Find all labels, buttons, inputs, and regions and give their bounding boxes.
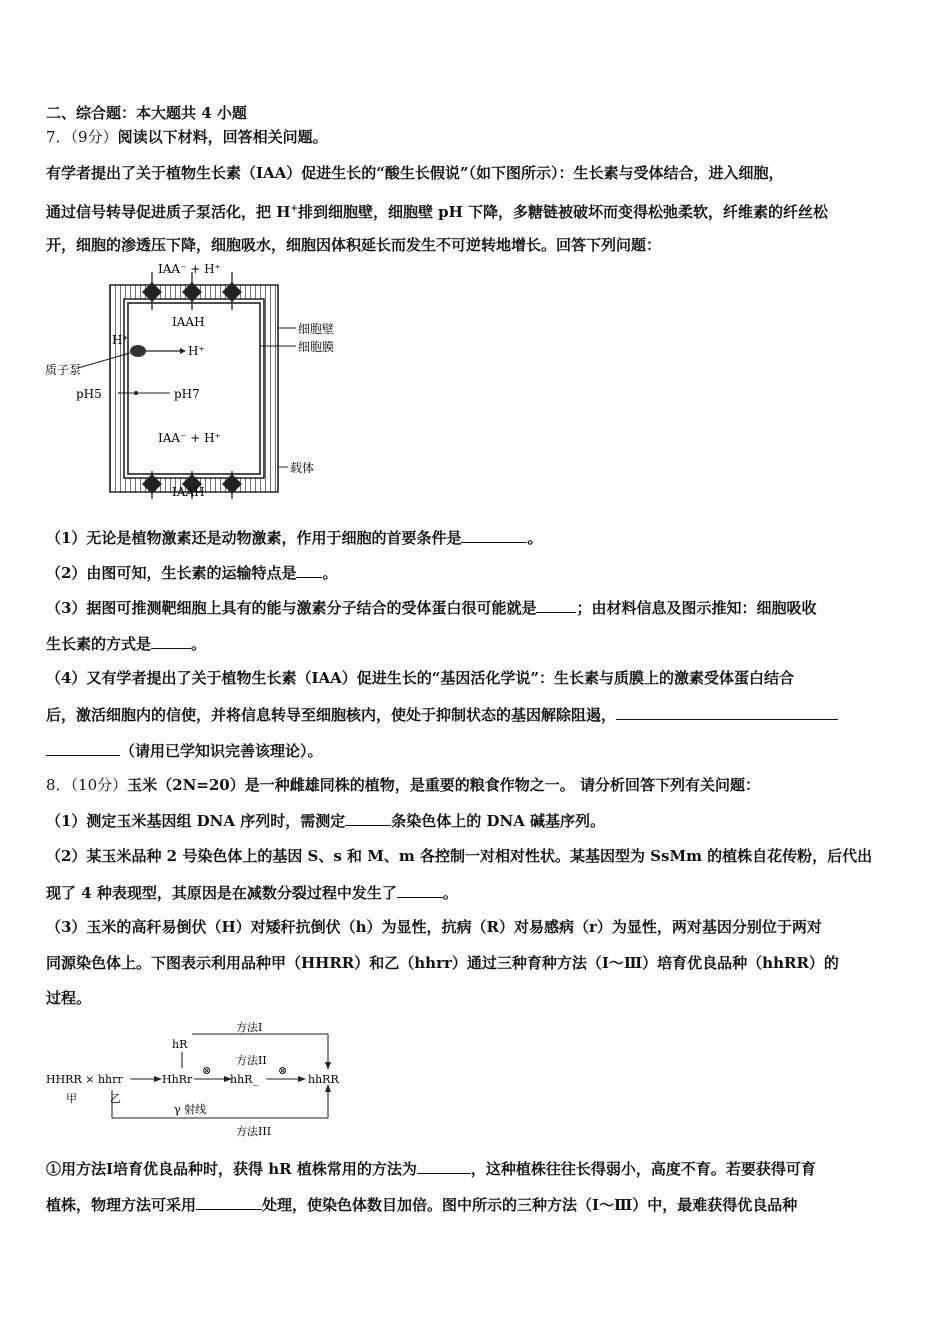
diagram-ph-inside: pH7	[174, 387, 200, 401]
diagram-bottom-ion: IAA⁻ + H⁺	[158, 431, 221, 445]
q8-header-text: 玉米（2N=20）是一种雌雄同株的植物，是重要的粮食作物之一。 请分析回答下列有关问题：	[127, 776, 760, 794]
q8-part2-text-b: 现了 4 种表现型，其原因是在减数分裂过程中发生了	[46, 884, 397, 902]
mid-label: hhR_	[230, 1073, 258, 1086]
q7-part2-end: 。	[322, 564, 338, 582]
diagram-h-left: H⁺	[112, 333, 129, 347]
q7-intro-line1: 有学者提出了关于植物生长素（IAA）促进生长的“酸生长假说”（如下图所示）：生长素与受体结合，进入细胞，	[46, 164, 784, 182]
q7-part4-line1: （4）又有学者提出了关于植物生长素（IAA）促进生长的“基因活化学说”：生长素与质膜上的激素受体蛋白结合	[46, 669, 794, 687]
q7-part1-blank[interactable]	[461, 527, 527, 543]
section-title: 二、综合题：本大题共 4 小题	[46, 104, 247, 122]
q7-part4-text-b: 后，激活细胞内的信使，并将信息转导至细胞核内，使处于抑制状态的基因解除阻遏，	[46, 706, 617, 724]
q8-part3-line2: 同源染色体上。下图表示利用品种甲（HHRR）和乙（hhrr）通过三种育种方法（Ⅰ～Ⅲ）培育优良品种（hhRR）的	[46, 954, 839, 972]
q8-number: 8．（10分）	[46, 776, 128, 794]
diagram-proton-pump: 质子泵	[45, 363, 82, 377]
q8-part4-text-b: ，这种植株往往长得弱小，高度不育。若要获得可育	[470, 1160, 816, 1178]
q8-part4-blank2[interactable]	[196, 1194, 262, 1210]
q7-part3-text-c: 生长素的方式是	[46, 635, 152, 653]
q8-part4-line1	[46, 1158, 816, 1179]
q7-header	[46, 127, 328, 147]
q7-part4-blank1[interactable]	[616, 704, 838, 720]
q7-header-text: 阅读以下材料，回答相关问题。	[117, 128, 328, 146]
selfing-symbol-2: ⊗	[278, 1064, 288, 1077]
q8-part4-text-c: 植株，物理方法可采用	[46, 1196, 197, 1214]
q8-part2-end: 。	[442, 884, 458, 902]
acid-growth-diagram	[40, 260, 360, 505]
q7-part1-text: （1）无论是植物激素还是动物激素，作用于细胞的首要条件是	[46, 529, 462, 547]
q7-part4-blank2[interactable]	[46, 740, 120, 756]
q7-part1	[46, 527, 542, 548]
q7-part3-line2	[46, 633, 206, 654]
q7-intro-sup: +	[290, 204, 298, 214]
q7-part4-line2	[46, 704, 838, 725]
q7-intro-line2	[46, 199, 828, 222]
q7-intro-line2a: 通过信号转导促进质子泵活化，把 H	[46, 203, 291, 221]
q7-part3-blank1[interactable]	[536, 597, 576, 613]
q7-part4-line3	[46, 740, 323, 761]
q8-part2-line2	[46, 882, 458, 903]
proton-pump-shape	[130, 345, 146, 357]
q8-part2-blank[interactable]	[397, 882, 443, 898]
jia-label: 甲	[66, 1092, 77, 1105]
diagram-cell-wall-label: 细胞壁	[298, 322, 335, 336]
diagram-cell-membrane-label: 细胞膜	[298, 340, 335, 354]
target-label: hhRR	[308, 1073, 339, 1086]
q8-part2-line1: （2）某玉米品种 2 号染色体上的基因 S、s 和 M、m 各控制一对相对性状。某基因型为 SsMm 的植株自花传粉，后代出	[46, 847, 873, 865]
q8-part1-end: 条染色体上的 DNA 碱基序列。	[391, 812, 606, 830]
q7-part3-line1	[46, 597, 816, 618]
f1-label: HhRr	[162, 1073, 193, 1086]
q7-part3-text-a: （3）据图可推测靶细胞上具有的能与激素分子结合的受体蛋白很可能就是	[46, 599, 537, 617]
ray-label: γ 射线	[174, 1103, 207, 1116]
q8-part4-blank1[interactable]	[417, 1158, 471, 1174]
q8-part4-text-d: 处理，使染色体数目加倍。图中所示的三种方法（Ⅰ～Ⅲ）中，最难获得优良品种	[262, 1196, 798, 1214]
q8-part1-text: （1）测定玉米基因组 DNA 序列时，需测定	[46, 812, 346, 830]
q7-part2-blank[interactable]	[296, 562, 322, 578]
q8-part4-text-a: ①用方法Ⅰ培育优良品种时，获得 hR 植株常用的方法为	[46, 1160, 417, 1178]
diagram-bottom-iaah: IAAH	[172, 485, 205, 499]
q7-intro-line2b: 排到细胞壁，细胞壁 pH 下降，多糖链被破坏而变得松弛柔软，纤维素的纤丝松	[297, 203, 829, 221]
q7-part2-text: （2）由图可知，生长素的运输特点是	[46, 564, 297, 582]
parents-label: HHRR × hhrr	[46, 1073, 123, 1086]
selfing-symbol-1: ⊗	[202, 1064, 212, 1077]
method3-label: 方法III	[236, 1125, 272, 1138]
diagram-top-iaah: IAAH	[172, 315, 205, 329]
diagram-h-inner: H⁺	[188, 344, 205, 358]
diagram-top-ion: IAA⁻ + H⁺	[158, 262, 221, 276]
diagram-ph-outside: pH5	[76, 387, 102, 401]
q8-header	[46, 775, 760, 795]
hr-label: hR	[172, 1038, 188, 1051]
q8-part4-line2	[46, 1194, 797, 1215]
q8-part1-blank[interactable]	[345, 810, 391, 826]
q7-part2	[46, 562, 337, 583]
q8-part3-line3: 过程。	[46, 989, 92, 1007]
method2-label: 方法II	[236, 1054, 267, 1067]
q7-part4-text-c: （请用已学知识完善该理论）。	[120, 742, 323, 760]
breeding-methods-diagram	[44, 1018, 354, 1142]
diagram-carrier-label: 载体	[290, 461, 315, 475]
q7-part3-text-b: ；由材料信息及图示推知：细胞吸收	[576, 599, 817, 617]
q7-number: 7．（9分）	[46, 128, 118, 146]
q8-part3-line1: （3）玉米的高秆易倒伏（H）对矮秆抗倒伏（h）为显性，抗病（R）对易感病（r）为显性，两对基因分别位于两对	[46, 918, 822, 936]
q7-part1-end: 。	[527, 529, 543, 547]
q7-part3-end: 。	[191, 635, 207, 653]
q8-part1	[46, 810, 605, 831]
q7-part3-blank2[interactable]	[151, 633, 191, 649]
yi-label: 乙	[110, 1092, 121, 1105]
q7-intro-line3: 开，细胞的渗透压下降，细胞吸水，细胞因体积延长而发生不可逆转地增长。回答下列问题：	[46, 236, 662, 254]
method1-label: 方法I	[236, 1021, 263, 1034]
